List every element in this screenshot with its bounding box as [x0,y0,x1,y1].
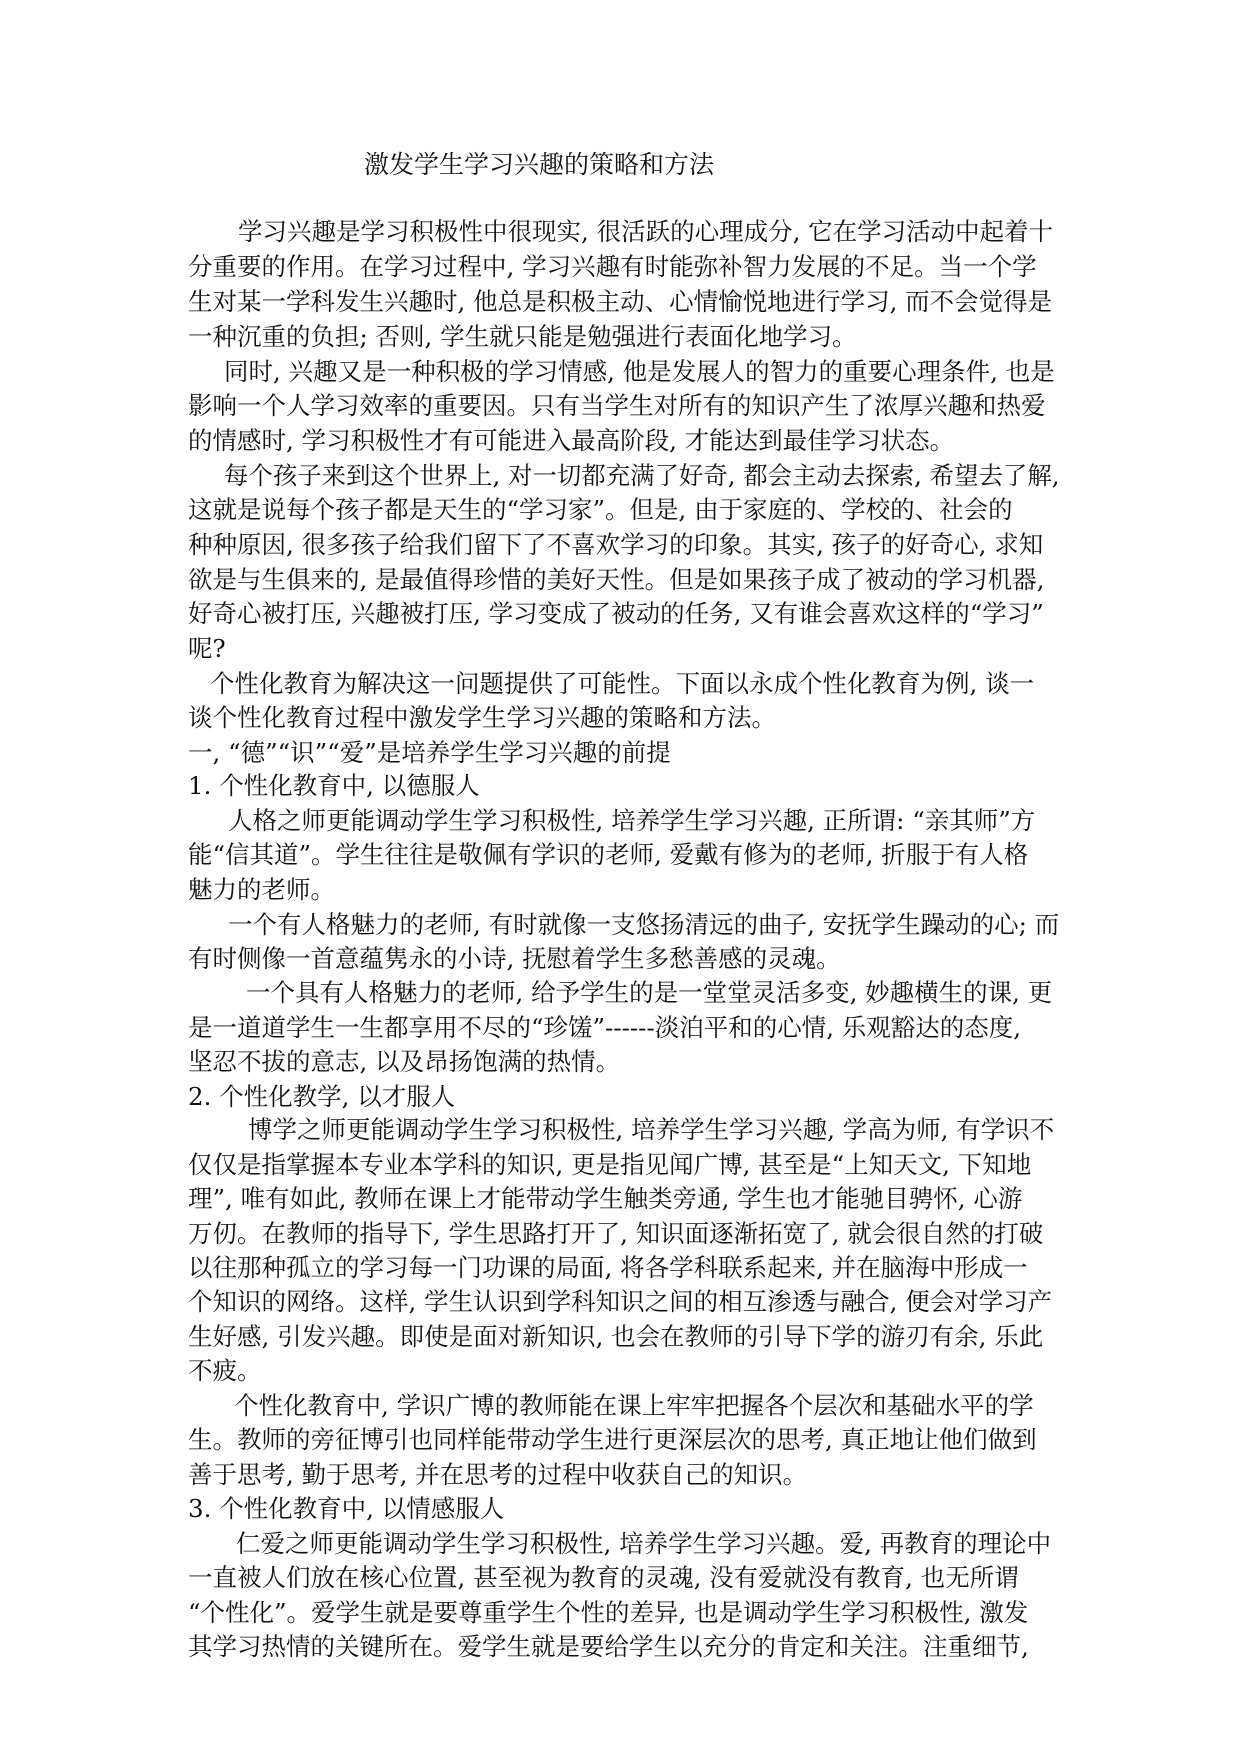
document-title: 激发学生学习兴趣的策略和方法 [364,150,715,179]
paragraph-line: 人格之师更能调动学生学习积极性, 培养学生学习兴趣, 正所谓: “亲其师”方 [228,806,1036,835]
paragraph-line: 种种原因, 很多孩子给我们留下了不喜欢学习的印象。其实, 孩子的好奇心, 求知 [188,530,1044,559]
paragraph-line: 生。教师的旁征博引也同样能带动学生进行更深层次的思考, 真正地让他们做到 [188,1425,1037,1454]
paragraph-line: 个性化教育为解决这一问题提供了可能性。下面以永成个性化教育为例, 谈一 [210,669,1035,698]
paragraph-line: 一, “德”“识”“爱”是培养学生学习兴趣的前提 [188,738,671,767]
paragraph-line: 好奇心被打压, 兴趣被打压, 学习变成了被动的任务, 又有谁会喜欢这样的“学习” [188,599,1044,628]
paragraph-line: 万仞。在教师的指导下, 学生思路打开了, 知识面逐渐拓宽了, 就会很自然的打破 [188,1219,1044,1248]
paragraph-line: 一个有人格魅力的老师, 有时就像一支悠扬清远的曲子, 安抚学生躁动的心; 而 [228,910,1060,939]
paragraph-line: 这就是说每个孩子都是天生的“学习家”。但是, 由于家庭的、学校的、社会的 [188,495,1013,524]
paragraph-line: 同时, 兴趣又是一种积极的学习情感, 他是发展人的智力的重要心理条件, 也是 [224,357,1055,386]
paragraph-line: 生对某一学科发生兴趣时, 他总是积极主动、心情愉悦地进行学习, 而不会觉得是 [188,287,1053,316]
paragraph-line: 其学习热情的关键所在。爱学生就是要给学生以充分的肯定和关注。注重细节, [188,1632,1029,1661]
paragraph-line: 魅力的老师。 [188,875,335,904]
paragraph-line: 的情感时, 学习积极性才有可能进入最高阶段, 才能达到最佳学习状态。 [188,426,955,455]
paragraph-line: 1. 个性化教育中, 以德服人 [188,771,480,800]
paragraph-line: 理”, 唯有如此, 教师在课上才能带动学生触类旁通, 学生也才能驰目骋怀, 心游 [188,1184,1023,1213]
paragraph-line: 仁爱之师更能调动学生学习积极性, 培养学生学习兴趣。爱, 再教育的理论中 [236,1529,1052,1558]
paragraph-line: 学习兴趣是学习积极性中很现实, 很活跃的心理成分, 它在学习活动中起着十 [238,217,1054,246]
paragraph-line: 博学之师更能调动学生学习积极性, 培养学生学习兴趣, 学高为师, 有学识不 [248,1115,1055,1144]
paragraph-line: 个知识的网络。这样, 学生认识到学科知识之间的相互渗透与融合, 便会对学习产 [188,1287,1053,1316]
paragraph-line: 以往那种孤立的学习每一门功课的局面, 将各学科联系起来, 并在脑海中形成一 [188,1253,1028,1282]
paragraph-line: 3. 个性化教育中, 以情感服人 [188,1494,505,1523]
paragraph-line: 一个具有人格魅力的老师, 给予学生的是一堂堂灵活多变, 妙趣横生的课, 更 [246,978,1053,1007]
paragraph-line: 呢? [188,634,226,663]
paragraph-line: “个性化”。爱学生就是要尊重学生个性的差异, 也是调动学生学习积极性, 激发 [188,1598,1029,1627]
paragraph-line: 分重要的作用。在学习过程中, 学习兴趣有时能弥补智力发展的不足。当一个学 [188,252,1037,281]
paragraph-line: 欲是与生俱来的, 是最值得珍惜的美好天性。但是如果孩子成了被动的学习机器, [188,565,1045,594]
paragraph-line: 一种沉重的负担; 否则, 学生就只能是勉强进行表面化地学习。 [188,322,857,351]
paragraph-line: 生好感, 引发兴趣。即使是面对新知识, 也会在教师的引导下学的游刃有余, 乐此 [188,1322,1044,1351]
paragraph-line: 不疲。 [188,1356,262,1385]
paragraph-line: 影响一个人学习效率的重要因。只有当学生对所有的知识产生了浓厚兴趣和热爱 [188,391,1046,420]
paragraph-line: 是一道道学生一生都享用不尽的“珍馐”------淡泊平和的心情, 乐观豁达的态度, [188,1013,1022,1042]
paragraph-line: 一直被人们放在核心位置, 甚至视为教育的灵魂, 没有爱就没有教育, 也无所谓 [188,1563,1019,1592]
paragraph-line: 能“信其道”。学生往往是敬佩有学识的老师, 爱戴有修为的老师, 折服于有人格 [188,840,1029,869]
paragraph-line: 坚忍不拔的意志, 以及昂扬饱满的热情。 [188,1047,621,1076]
paragraph-line: 每个孩子来到这个世界上, 对一切都充满了好奇, 都会主动去探索, 希望去了解, [224,461,1060,490]
paragraph-line: 谈个性化教育过程中激发学生学习兴趣的策略和方法。 [188,703,776,732]
paragraph-line: 善于思考, 勤于思考, 并在思考的过程中收获自己的知识。 [188,1460,808,1489]
paragraph-line: 2. 个性化教学, 以才服人 [188,1082,456,1111]
paragraph-line: 个性化教育中, 学识广博的教师能在课上牢牢把握各个层次和基础水平的学 [234,1391,1034,1420]
paragraph-line: 有时侧像一首意蕴隽永的小诗, 抚慰着学生多愁善感的灵魂。 [188,944,841,973]
paragraph-line: 仅仅是指掌握本专业本学科的知识, 更是指见闻广博, 甚至是“上知天文, 下知地 [188,1150,1032,1179]
